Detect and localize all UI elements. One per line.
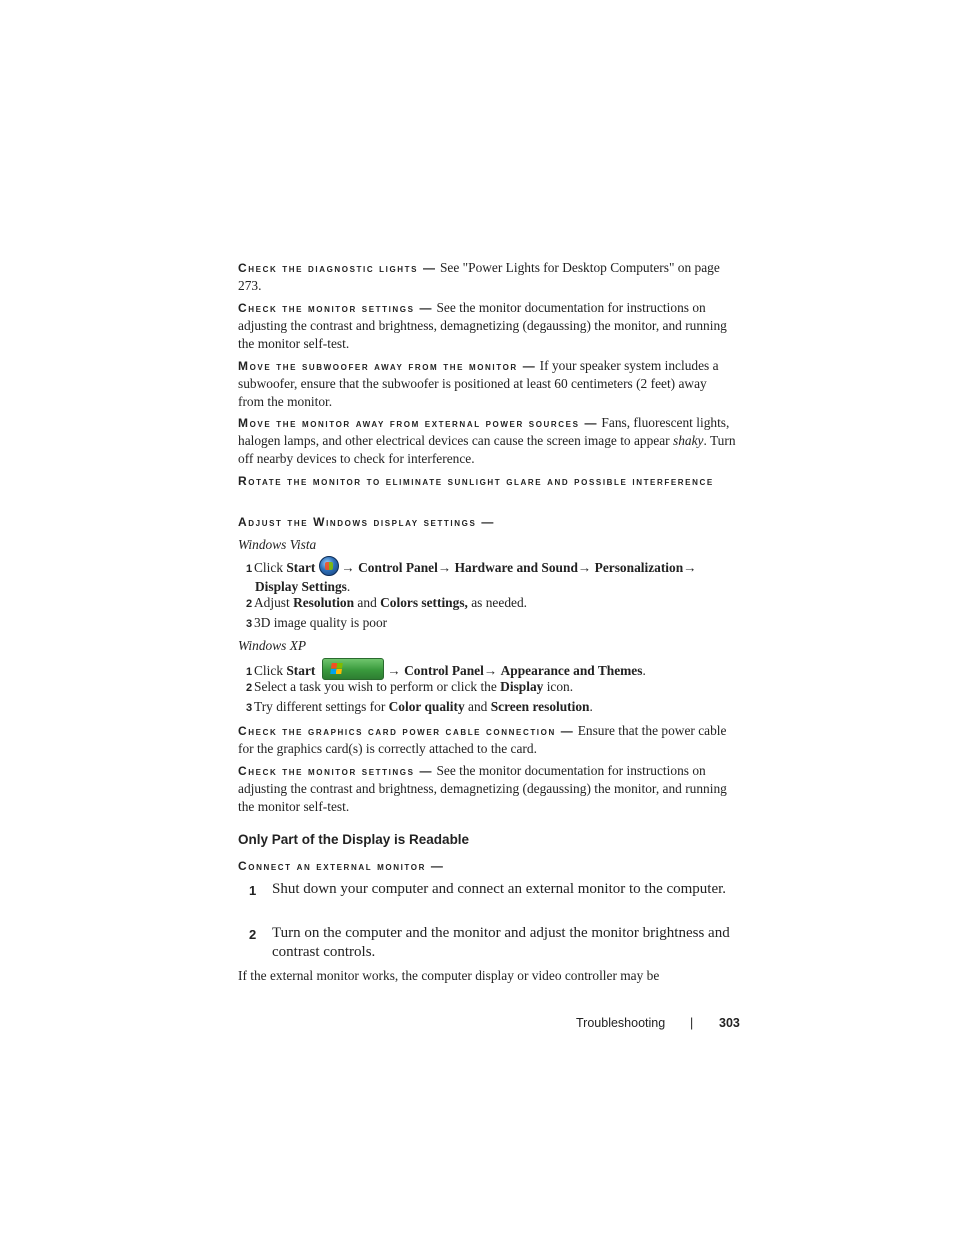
step-number: 1 bbox=[246, 666, 253, 678]
step-number: 1 bbox=[249, 883, 257, 898]
xp-step-1: 1 Click Start → Control Panel→ Appearance and Themes. bbox=[246, 658, 736, 681]
run-in-heading: Move the monitor away from external power sources — bbox=[238, 416, 599, 430]
run-in-heading: Check the graphics card power cable connection — bbox=[238, 724, 575, 738]
step-number: 2 bbox=[246, 598, 253, 610]
footer-section-name: Troubleshooting bbox=[576, 1016, 666, 1030]
run-in-heading: Check the monitor settings — bbox=[238, 764, 434, 778]
subwoofer-para: Move the subwoofer away from the monitor — If your speaker system includes a subwoofer, ensure that the subwoofer is positioned at least 60 centimeters (2 feet) away from the monitor. bbox=[238, 358, 719, 409]
monitor-settings-para-2: Check the monitor settings — See the monitor documentation for instructions on adjusting the contrast and brightness, demagnetizing (degaussing) the monitor, and running the monitor self-test. bbox=[238, 763, 727, 814]
vista-step-1: 1 Click Start → Control Panel→ Hardware and Sound→ Personalization→ Display Settings. bbox=[246, 556, 736, 596]
run-in-heading: Move the subwoofer away from the monitor — bbox=[238, 359, 537, 373]
step-number: 2 bbox=[249, 927, 257, 942]
adjust-windows-heading: Adjust the Windows display settings — bbox=[238, 515, 495, 529]
start-label: Start bbox=[286, 560, 316, 575]
power-sources-para: Move the monitor away from external power sources — Fans, fluorescent lights, halogen lamps, and other electrical devices can cause the screen image to appear shaky. Turn off nearby devices to check for interference. bbox=[238, 415, 736, 466]
external-monitor-heading: Connect an external monitor — bbox=[238, 859, 445, 873]
list-item: 1 Shut down your computer and connect an external monitor to the computer. bbox=[249, 881, 727, 898]
page-number: 303 bbox=[719, 1016, 740, 1030]
diagnostic-lights-para: Check the diagnostic lights — See "Power Lights for Desktop Computers" on page 273. bbox=[238, 260, 720, 294]
step-number: 3 bbox=[246, 618, 253, 630]
graphics-cable-para: Check the graphics card power cable connection — Ensure that the power cable for the graphics card(s) is correctly attached to the card. bbox=[238, 723, 727, 757]
os-label-xp: Windows XP bbox=[238, 638, 307, 653]
os-label-vista: Windows Vista bbox=[238, 537, 317, 552]
footer-separator: | bbox=[690, 1016, 694, 1030]
list-item: 2 Turn on the computer and the monitor and adjust the monitor brightness and contrast controls. bbox=[249, 925, 730, 960]
xp-step-2: 2 Select a task you wish to perform or click the Display icon. bbox=[246, 678, 736, 697]
step-number: 3 bbox=[246, 702, 253, 714]
windows-xp-start-button-icon bbox=[322, 658, 384, 680]
section-title: Only Part of the Display is Readable bbox=[238, 832, 470, 847]
run-in-heading: Check the diagnostic lights — bbox=[238, 261, 437, 275]
xp-step-3: 3 Try different settings for Color quality and Screen resolution. bbox=[246, 698, 736, 717]
vista-step-2: 2 Adjust Resolution and Colors settings, as needed. bbox=[246, 594, 736, 613]
run-in-heading: Check the monitor settings — bbox=[238, 301, 434, 315]
monitor-settings-para: Check the monitor settings — See the monitor documentation for instructions on adjusting the contrast and brightness, demagnetizing (degaussing) the monitor, and running the monitor self-test. bbox=[238, 300, 727, 351]
step-number: 2 bbox=[246, 682, 253, 694]
vista-step-3: 3 3D image quality is poor bbox=[246, 614, 736, 633]
start-label: Start bbox=[286, 663, 316, 678]
trailing-paragraph: If the external monitor works, the computer display or video controller may be bbox=[238, 968, 660, 983]
rotate-monitor-heading: Rotate the monitor to eliminate sunlight glare and possible interference bbox=[238, 474, 714, 488]
windows-vista-start-orb-icon bbox=[319, 556, 339, 576]
step-number: 1 bbox=[246, 563, 253, 575]
